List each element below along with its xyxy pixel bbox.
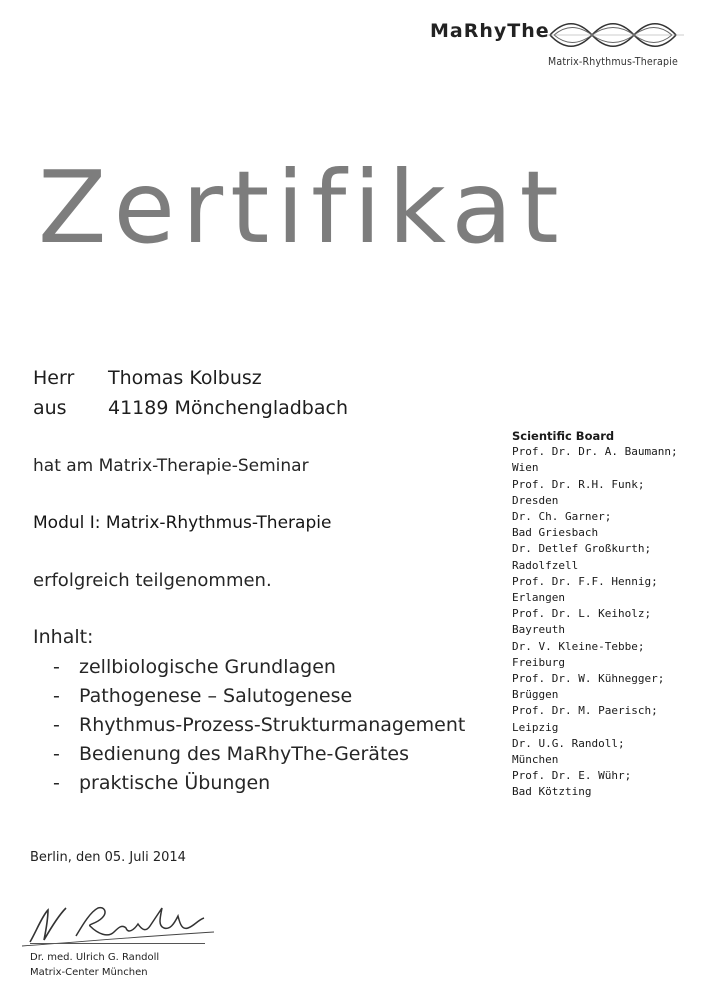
intro-text: hat am Matrix-Therapie-Seminar <box>33 456 309 476</box>
board-line: Dr. V. Kleine-Tebbe; <box>512 639 645 653</box>
board-line: Dresden <box>512 493 559 507</box>
signer-block <box>30 950 159 980</box>
signature-icon <box>18 896 218 950</box>
board-line: Prof. Dr. Dr. A. Baumann; <box>512 445 678 459</box>
scientific-board <box>512 428 678 801</box>
list-item: - zellbiologische Grundlagen <box>53 656 336 678</box>
signer-name: Dr. med. Ulrich G. Randoll <box>30 952 160 963</box>
board-line: Bad Kötzting <box>512 785 592 799</box>
recipient-name: Thomas Kolbusz <box>108 367 262 389</box>
list-item: - Pathogenese – Salutogenese <box>53 685 353 707</box>
board-line: Dr. Ch. Garner; <box>512 510 612 524</box>
module-title: Modul I: Matrix-Rhythmus-Therapie <box>33 513 332 533</box>
board-line: Brüggen <box>512 688 559 702</box>
list-item: - Rhythmus-Prozess-Strukturmanagement <box>53 714 466 736</box>
board-line: Prof. Dr. R.H. Funk; <box>512 477 645 491</box>
wave-helix-logo-icon <box>548 18 688 52</box>
board-line: Dr. U.G. Randoll; <box>512 736 625 750</box>
place-date: Berlin, den 05. Juli 2014 <box>30 850 186 865</box>
signature-line <box>30 943 205 944</box>
board-line: Wien <box>512 461 539 475</box>
board-line: Dr. Detlef Großkurth; <box>512 542 652 556</box>
board-line: Prof. Dr. F.F. Hennig; <box>512 574 658 588</box>
board-line: Freiburg <box>512 655 565 669</box>
board-heading: Scientific Board <box>512 429 615 443</box>
board-line: Erlangen <box>512 591 565 605</box>
board-line: Bad Griesbach <box>512 526 599 540</box>
from-label: aus <box>33 397 67 419</box>
contents-label: Inhalt: <box>33 626 94 648</box>
board-line: Leipzig <box>512 720 559 734</box>
logo-subtitle: Matrix-Rhythmus-Therapie <box>548 56 679 68</box>
recipient-city: 41189 Mönchengladbach <box>108 397 348 419</box>
board-line: Prof. Dr. E. Wühr; <box>512 769 632 783</box>
list-item: - praktische Übungen <box>53 772 271 794</box>
logo-brand: MaRhyThe <box>430 20 550 42</box>
certificate-title: Zertifikat <box>38 149 566 266</box>
result-text: erfolgreich teilgenommen. <box>33 570 272 591</box>
salutation-label: Herr <box>33 367 75 389</box>
board-line: Bayreuth <box>512 623 565 637</box>
board-line: Prof. Dr. M. Paerisch; <box>512 704 658 718</box>
logo <box>430 14 698 74</box>
board-line: Prof. Dr. L. Keiholz; <box>512 607 652 621</box>
board-line: Radolfzell <box>512 558 579 572</box>
list-item: - Bedienung des MaRhyThe-Gerätes <box>53 743 409 765</box>
contents-list <box>53 656 465 801</box>
signer-org: Matrix-Center München <box>30 967 148 978</box>
board-line: München <box>512 753 559 767</box>
board-line: Prof. Dr. W. Kühnegger; <box>512 672 665 686</box>
